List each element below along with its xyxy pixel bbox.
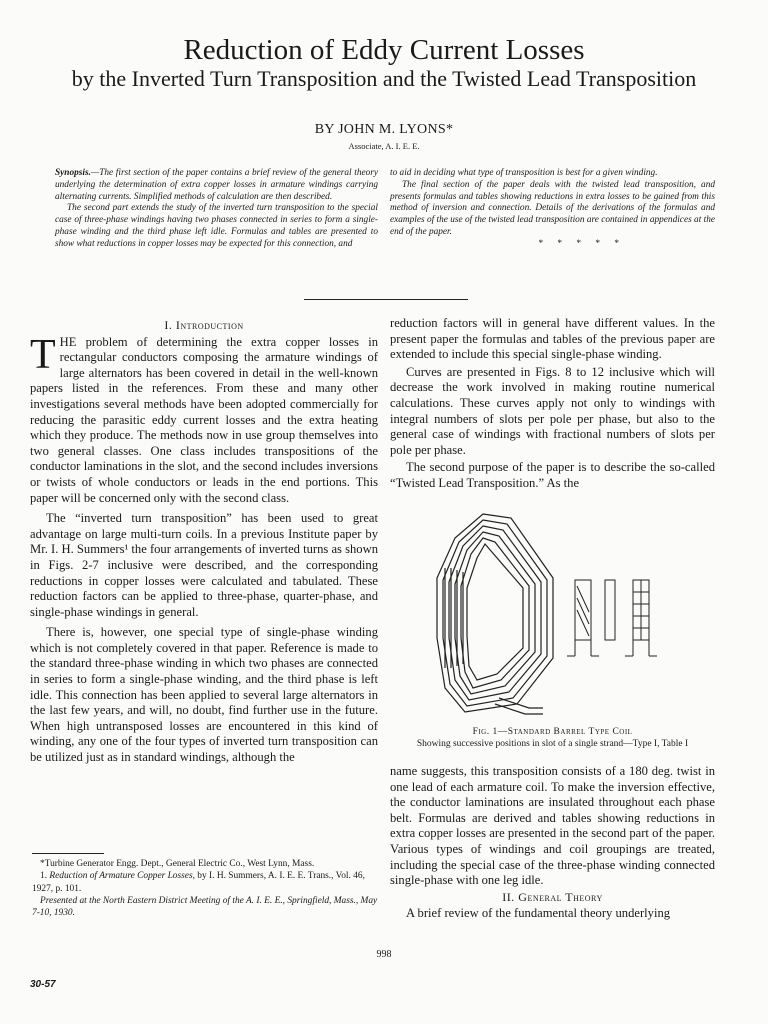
page-number: 998 bbox=[376, 949, 392, 960]
header-divider bbox=[304, 299, 468, 300]
right-column-top bbox=[390, 316, 715, 492]
synopsis-left bbox=[55, 168, 378, 251]
paper-title: Reduction of Eddy Current Losses bbox=[183, 34, 585, 66]
synopsis-p4: The final section of the paper deals with the twisted lead transposition, and presents formulas and tables showing reductions in extra losses to be gained from this method of inversion and connection. Details of the derivations of the formulas and examples of the use of the twisted lead transposition are contained in appendices at the end of the paper. bbox=[390, 179, 715, 237]
synopsis-right bbox=[390, 168, 715, 251]
right-paragraph-3: The second purpose of the paper is to describe the so-called “Twisted Lead Transposition.” As the bbox=[390, 460, 715, 490]
figure-1-caption: Fig. 1—Standard Barrel Type Coil bbox=[472, 727, 633, 737]
author-affiliation: Associate, A. I. E. E. bbox=[348, 141, 420, 151]
synopsis-p2: The second part extends the study of the inverted turn transposition to the special case of three-phase windings having two phases connected in series to form a single-phase winding and the third phase left idle. Formulas and tables are presented to show what reductions in copper losses may be expected for this connection, and bbox=[55, 203, 378, 249]
right-paragraph-5: A brief review of the fundamental theory underlying bbox=[406, 906, 671, 921]
author-byline: BY JOHN M. LYONS* bbox=[314, 122, 454, 137]
right-paragraph-4: name suggests, this transposition consists of a 180 deg. twist in one lead of each armature coil. To make the inversion effective, the conductor laminations are insulated throughout each phase belt. Formulas are derived and tables showing reductions in extra copper losses are presented in the second part of the paper. Various types of windings and coil groupings are treated, including the special case of the three-phase winding connected single-phase with one leg idle. bbox=[390, 764, 715, 888]
synopsis-label: Synopsis. bbox=[55, 168, 91, 178]
footnotes bbox=[32, 858, 378, 919]
footnote-presented: Presented at the North Eastern District Meeting of the A. I. E. E., Springfield, Mass., May 7-10, 1930. bbox=[32, 895, 378, 919]
right-column-bottom bbox=[390, 764, 715, 922]
intro-paragraph-1: HE problem of determining the extra copper losses in rectangular conductors composing the armature windings of large alternators has been covered in detail in the well-known papers listed in the references. From these and many other investigations several methods have been adopted commercially for reducing the parasitic eddy current losses and the extra heating which they produce. The methods now in use group themselves into two general classes. One class includes transpositions of the conductor laminations in the slot, and the second includes inversions or twists of whole conductors or leads in the end portions. This paper will be concerned only with the second class. bbox=[30, 334, 378, 505]
section-heading-introduction: I. Introduction bbox=[164, 318, 244, 332]
drop-cap: T bbox=[30, 331, 56, 378]
footnote-affiliation: *Turbine Generator Engg. Dept., General Electric Co., West Lynn, Mass. bbox=[40, 859, 315, 869]
intro-paragraph-3: There is, however, one special type of single-phase winding which is not completely covered in that paper. Reference is made to the standard three-phase winding in which two phases are connected in series to form a single-phase winding, and the third phase is left idle. This connection has been applied to several large alternators in the last few years, and will, no doubt, find further use in the future. When high untransposed losses are encountered in this kind of winding, any one of the four types of inverted turn transposition can be utilized just as in standard windings, although the bbox=[30, 625, 378, 765]
page-code: 30-57 bbox=[30, 979, 56, 990]
footnote-ref-title: Reduction of Armature Copper Losses bbox=[49, 871, 193, 882]
right-paragraph-2: Curves are presented in Figs. 8 to 12 inclusive which will decrease the work involved in making routine numerical calculations. These curves apply not only to windings with integral numbers of slots per pole per phase, but also to the general case of windings with fractional numbers of slots per pole per phase. bbox=[390, 364, 715, 457]
figure-1-caption-block bbox=[390, 726, 715, 750]
paper-subtitle: by the Inverted Turn Transposition and the Twisted Lead Transposition bbox=[71, 66, 697, 91]
figure-1-coil-drawing bbox=[425, 508, 685, 718]
synopsis-p1: —The first section of the paper contains a brief review of the general theory underlying the determination of extra copper losses in armature windings carrying alternating currents. Simplified methods of calculation are then described. bbox=[55, 168, 378, 202]
synopsis-stars: * * * * * bbox=[538, 238, 625, 249]
synopsis-p3: to aid in deciding what type of transposition is best for a given winding. bbox=[390, 168, 658, 178]
figure-1-subcaption: Showing successive positions in slot of a single strand—Type I, Table I bbox=[416, 739, 689, 749]
section-heading-general-theory: II. General Theory bbox=[502, 889, 603, 904]
left-column bbox=[30, 318, 378, 766]
footnote-rule bbox=[32, 853, 104, 854]
intro-paragraph-2: The “inverted turn transposition” has been used to great advantage on large multi-turn coils. In a previous Institute paper by Mr. I. H. Summers¹ the four arrangements of inverted turns as shown in Figs. 2-7 inclusive were described, and the corresponding reductions in copper losses were calculated and tabulated. These reduction factors can be applied to three-phase, quarter-phase, and single-phase windings in general. bbox=[30, 511, 378, 619]
footnote-reference-1: 1. Reduction of Armature Copper Losses, by I. H. Summers, A. I. E. E. Trans., Vol. 46, 1927, p. 101. bbox=[32, 871, 365, 894]
right-paragraph-1: reduction factors will in general have different values. In the present paper the formulas and tables of the previous paper are extended to include this special single-phase winding. bbox=[390, 316, 715, 362]
